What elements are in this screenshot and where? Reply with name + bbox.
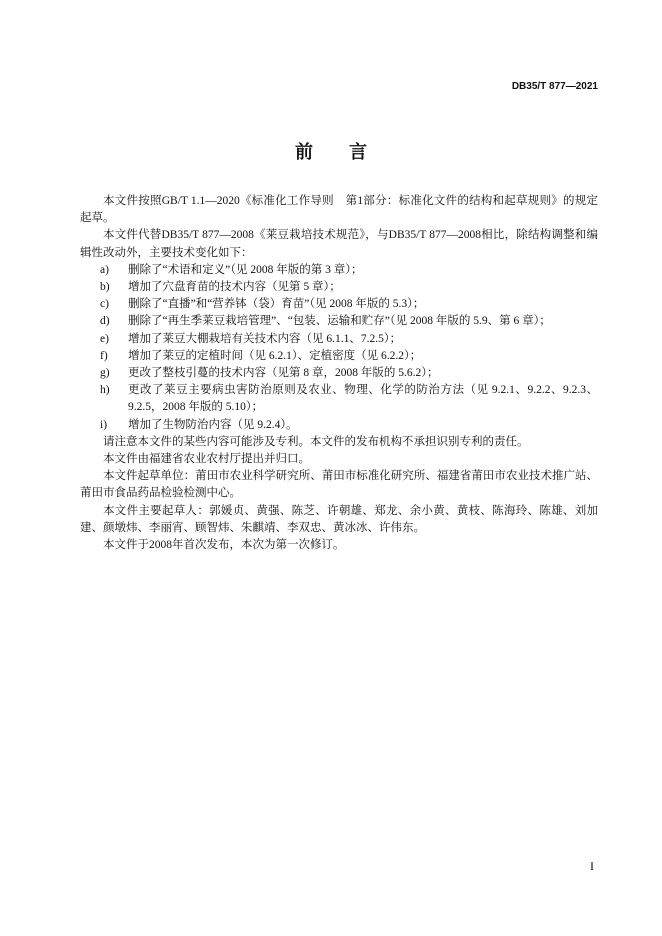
change-item-text: 增加了生物防治内容（见 9.2.4）。 — [128, 418, 298, 431]
change-item-text: 增加了穴盘育苗的技术内容（见第 5 章）； — [128, 281, 341, 294]
intro-paragraph-basis: 本文件按照GB/T 1.1—2020《标准化工作导则 第1部分：标准化文件的结构和起草规则》的规定起草。 — [80, 195, 598, 225]
change-item — [80, 313, 598, 330]
change-item — [80, 382, 598, 416]
drafting-units-paragraph: 本文件起草单位：莆田市农业科学研究所、莆田市标准化研究所、福建省莆田市农业技术推广站、莆田市食品药品检验检测中心。 — [80, 470, 598, 500]
revision-history-paragraph: 本文件于2008年首次发布，本次为第一次修订。 — [103, 539, 345, 552]
change-item-text: 更改了莱豆主要病虫害防治原则及农业、物理、化学的防治方法（见 9.2.1、9.2.2、9.2.3、9.2.5，2008 年版的 5.10）； — [128, 384, 598, 414]
foreword-body — [80, 193, 598, 554]
change-item — [80, 417, 598, 434]
intro-paragraph-replacement: 本文件代替DB35/T 877—2008《莱豆栽培技术规范》，与DB35/T 877—2008相比，除结构调整和编辑性改动外，主要技术变化如下： — [80, 229, 598, 259]
change-item — [80, 262, 598, 279]
change-item — [80, 365, 598, 382]
change-item-text: 删除了“直播”和“营养钵（袋）育苗”（见 2008 年版的 5.3）； — [128, 298, 425, 311]
patent-notice-paragraph: 请注意本文件的某些内容可能涉及专利。本文件的发布机构不承担识别专利的责任。 — [103, 435, 529, 448]
change-item-marker: c) — [100, 298, 109, 311]
change-item-text: 删除了“术语和定义”（见 2008 年版的第 3 章）； — [128, 263, 363, 276]
proposer-paragraph: 本文件由福建省农业农村厅提出并归口。 — [103, 453, 310, 466]
change-item-text: 删除了“再生季莱豆栽培管理”、“包装、运输和贮存”（见 2008 年版的 5.9、第 6 章）； — [128, 315, 551, 328]
change-item-marker: i) — [100, 418, 108, 431]
change-item-text: 增加了莱豆大棚栽培有关技术内容（见 6.1.1、7.2.5）； — [128, 332, 402, 345]
change-item-text: 增加了莱豆的定植时间（见 6.2.1）、定植密度（见 6.2.2）； — [128, 349, 422, 362]
page-title: 前 言 — [295, 142, 367, 162]
change-item-marker: b) — [100, 281, 110, 294]
page-number: I — [590, 859, 594, 873]
change-item — [80, 279, 598, 296]
change-item-marker: e) — [100, 332, 109, 345]
change-item-marker: g) — [100, 367, 110, 380]
change-item-text: 更改了整枝引蔓的技术内容（见第 8 章，2008 年版的 5.6.2）； — [128, 367, 439, 380]
document-code: DB35/T 877—2021 — [511, 81, 598, 92]
change-item — [80, 296, 598, 313]
change-item-marker: f) — [100, 349, 108, 362]
change-item-marker: d) — [100, 315, 110, 328]
change-item-marker: a) — [100, 263, 109, 276]
change-item-marker: h) — [100, 384, 110, 397]
change-item — [80, 348, 598, 365]
technical-changes-list — [80, 262, 598, 434]
drafters-paragraph: 本文件主要起草人：郭媛贞、黄强、陈芝、许朝雄、郑龙、余小黄、黄枝、陈海玲、陈雄、刘加建、颜墩炜、李丽宵、顾智炜、朱麒靖、李双忠、黄冰冰、许伟东。 — [80, 504, 598, 534]
change-item — [80, 331, 598, 348]
